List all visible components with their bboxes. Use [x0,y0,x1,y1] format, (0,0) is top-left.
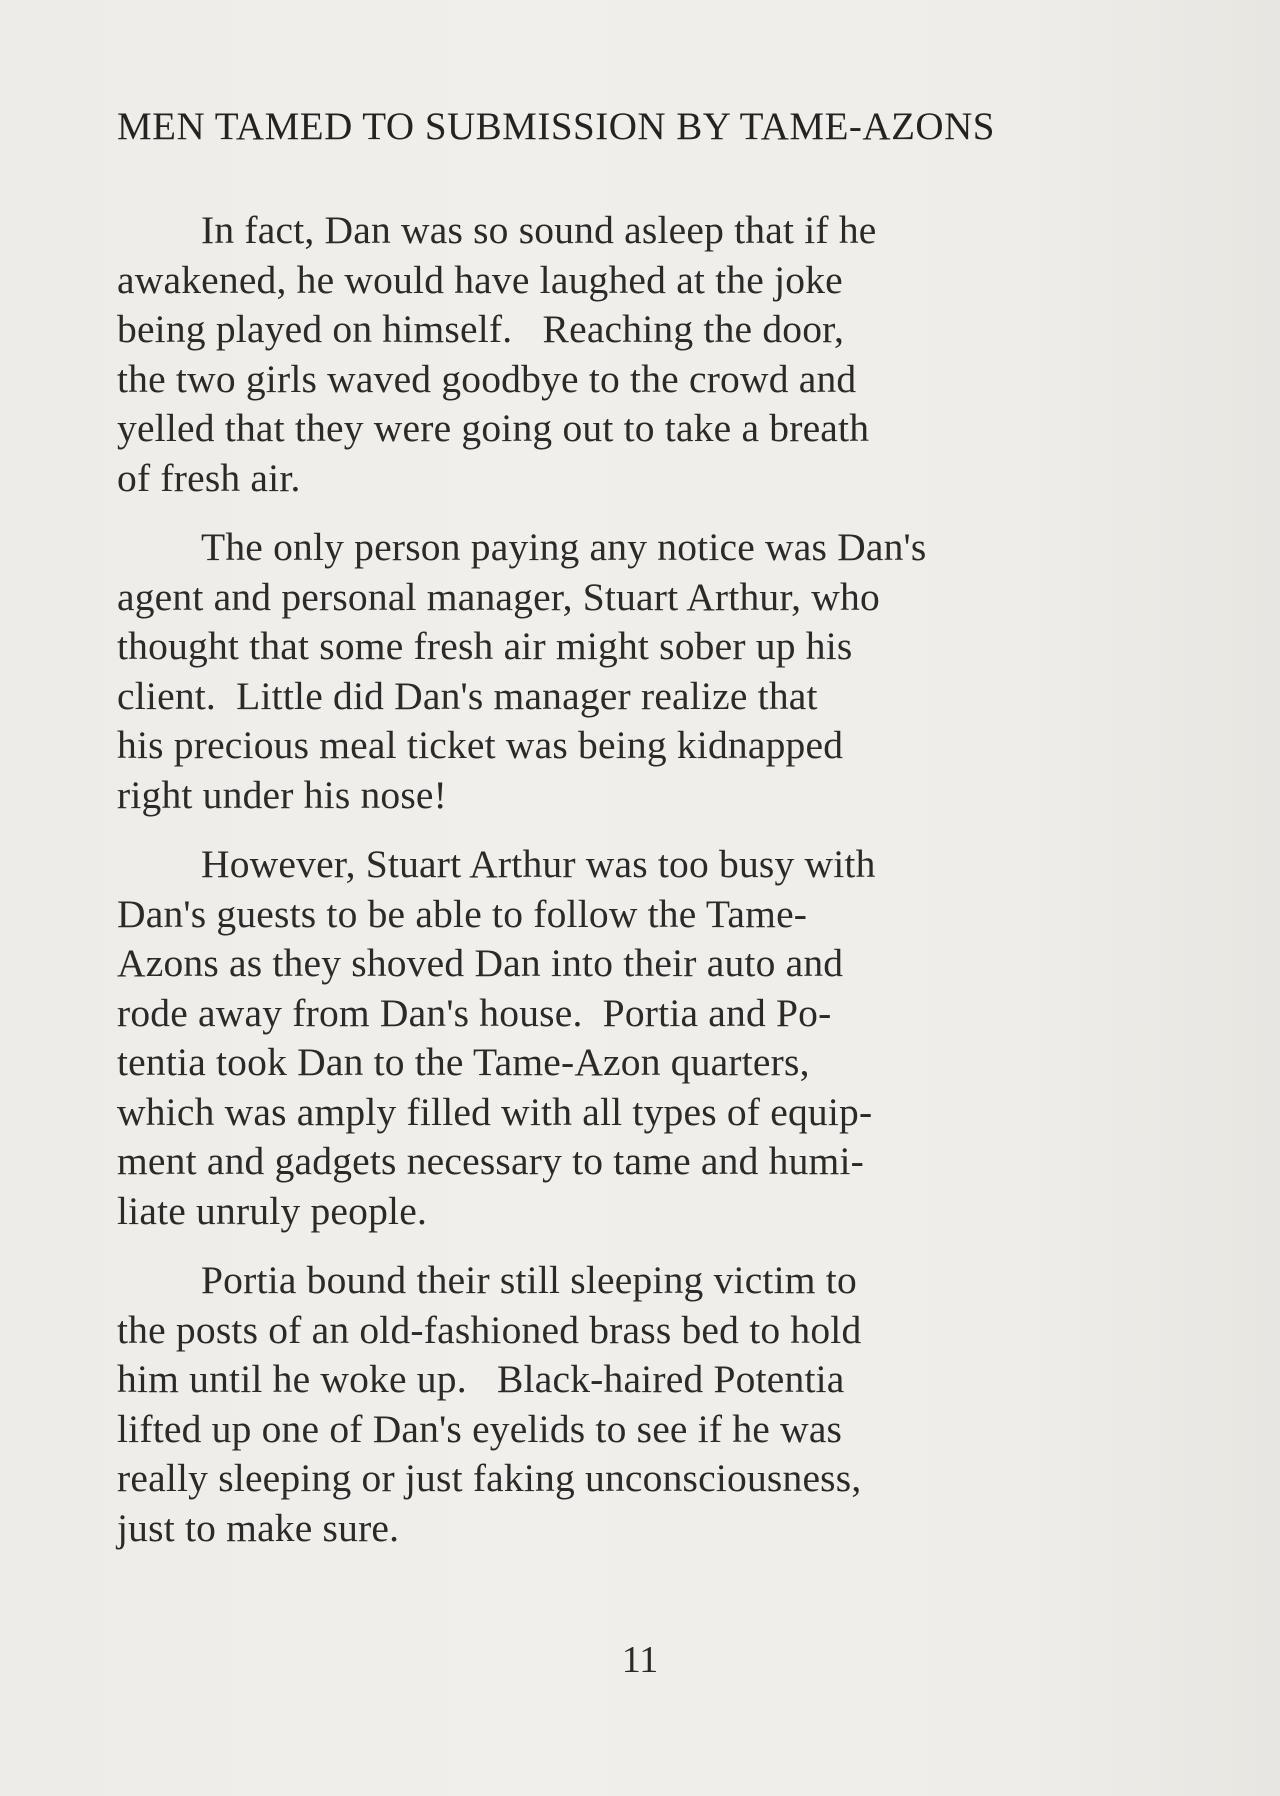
text-line: which was amply filled with all types of equip- [117,1089,873,1134]
text-line: client. Little did Dan's manager realize that [117,673,818,718]
paragraph-2 [117,523,1197,820]
text-line: thought that some fresh air might sober up his [117,624,853,668]
text-line: awakened, he would have laughed at the joke [117,257,843,302]
text-line: really sleeping or just faking unconsciousness, [117,1456,862,1500]
text-line: agent and personal manager, Stuart Arthur, who [117,574,880,619]
running-head: MEN TAMED TO SUBMISSION BY TAME-AZONS [117,105,995,148]
text-line: tentia took Dan to the Tame-Azon quarters, [117,1040,810,1084]
text-line: ment and gadgets necessary to tame and humi- [117,1139,864,1183]
text-line: lifted up one of Dan's eyelids to see if he was [117,1406,843,1451]
text-line: the two girls waved goodbye to the crowd and [117,356,857,401]
paragraph-4 [117,1256,1197,1553]
text-line: rode away from Dan's house. Portia and Po- [117,990,832,1035]
text-line: In fact, Dan was so sound asleep that if he [201,208,877,252]
text-line: being played on himself. Reaching the door, [117,307,845,351]
text-line: yelled that they were going out to take a breath [117,406,870,450]
text-line: However, Stuart Arthur was too busy with [201,842,876,886]
text-line: his precious meal ticket was being kidnapped [117,723,844,767]
text-line: right under his nose! [117,772,448,817]
body-text [117,206,1197,1573]
text-line: liate unruly people. [117,1188,428,1233]
text-line: the posts of an old-fashioned brass bed to hold [117,1307,862,1352]
text-line: Dan's guests to be able to follow the Tame- [117,891,808,936]
text-line: Azons as they shoved Dan into their auto and [117,941,844,985]
page-number: 11 [621,1639,659,1681]
text-line: just to make sure. [117,1505,400,1550]
paragraph-1 [117,206,1197,503]
text-line: him until he woke up. Black-haired Potentia [117,1357,845,1401]
text-line: Portia bound their still sleeping victim to [201,1258,857,1302]
paragraph-3 [117,840,1197,1236]
text-line: The only person paying any notice was Dan's [201,525,927,569]
text-line: of fresh air. [117,455,301,500]
